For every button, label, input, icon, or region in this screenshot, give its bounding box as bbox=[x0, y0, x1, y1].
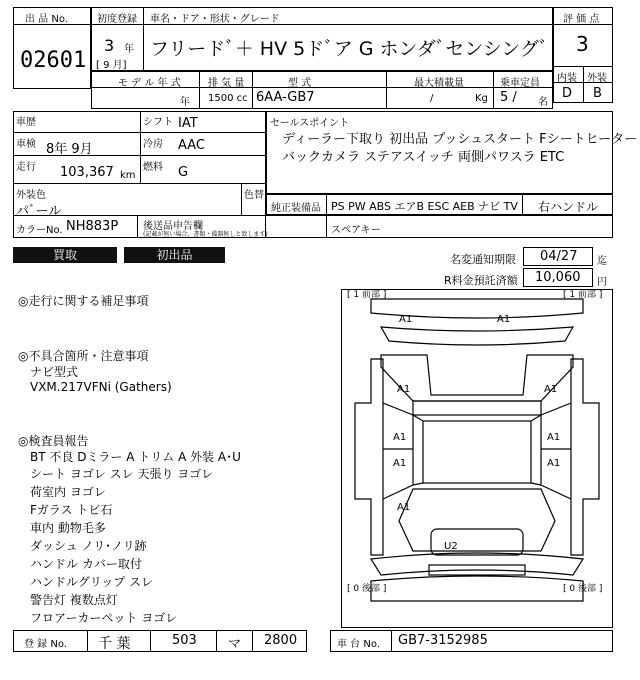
defect-line: VXM.217VFNi (Gathers) bbox=[30, 380, 172, 394]
damage-mark: A1 bbox=[544, 384, 558, 395]
chassis-label: 車 台 No. bbox=[337, 639, 380, 650]
inspector-title: ◎検査員報告 bbox=[18, 434, 89, 448]
capacity-unit: 名 bbox=[538, 97, 548, 108]
model-year-unit: 年 bbox=[180, 97, 190, 108]
aircon-label: 冷房 bbox=[143, 139, 163, 150]
damage-mark: A1 bbox=[497, 314, 511, 325]
aftermarket-label: 後送品申告欄 bbox=[143, 221, 203, 232]
damage-mark: A1 bbox=[393, 458, 407, 469]
rear-window-shape bbox=[399, 489, 555, 551]
recycle-unit: 円 bbox=[597, 277, 607, 288]
name-change-label: 名変通知期限 bbox=[450, 253, 516, 266]
inspector-line: 警告灯 複数点灯 bbox=[30, 593, 118, 607]
mileage-value: 103,367 bbox=[60, 165, 114, 180]
equipment-items: PS PW ABS エアB ESC AEB ナビ TV bbox=[331, 200, 518, 213]
recycle-value: 10,060 bbox=[535, 270, 581, 285]
rear-panel-shape bbox=[371, 553, 583, 575]
registration-class: 503 bbox=[172, 633, 197, 648]
car-name: フリードﾞ＋ HV 5ドﾞア G ホンダﾞセンシングﾞ bbox=[150, 38, 549, 60]
year-unit: 年 bbox=[124, 44, 134, 55]
max-load-label: 最大積載量 bbox=[414, 78, 464, 89]
lot-label: 出 品 No. bbox=[25, 14, 68, 25]
exterior-label: 外装 bbox=[587, 73, 607, 84]
shift-value: IAT bbox=[178, 116, 198, 131]
score-label: 評 価 点 bbox=[563, 14, 600, 25]
defect-line: ナビ型式 bbox=[30, 365, 79, 379]
front-left-label: [ 1 前部 ] bbox=[347, 290, 387, 300]
shift-label: シフト bbox=[143, 117, 173, 128]
inspector-line: 荷室内 ヨゴレ bbox=[30, 485, 106, 499]
inspection-label: 車検 bbox=[16, 139, 36, 150]
displacement-label: 排 気 量 bbox=[208, 78, 245, 89]
damage-mark: A1 bbox=[397, 384, 411, 395]
mileage-unit: km bbox=[120, 170, 136, 181]
sales-points-line1: ディーラー下取り 初出品 プッシュスタート Fシートヒーター bbox=[282, 132, 638, 147]
damage-mark: A1 bbox=[393, 432, 407, 443]
damage-mark: A1 bbox=[397, 502, 411, 513]
first-reg-year: 3 bbox=[104, 36, 115, 55]
registration-number: 2800 bbox=[264, 633, 298, 648]
mileage-label: 走行 bbox=[16, 162, 36, 173]
damage-mark: U2 bbox=[444, 541, 458, 552]
damage-mark: A1 bbox=[547, 458, 561, 469]
rear-left-label: [ 0 後部 ] bbox=[347, 584, 387, 594]
aftermarket-note: (記載が無い場合、書類・備器無しと致します) bbox=[143, 231, 268, 238]
registration-kana: マ bbox=[228, 637, 242, 652]
registration-area: 千 葉 bbox=[98, 636, 131, 652]
rear-bumper-shape bbox=[371, 576, 583, 601]
front-grille-shape bbox=[381, 327, 573, 345]
steering-side: 右ハンドル bbox=[538, 200, 599, 214]
front-right-label: [ 1 前部 ] bbox=[563, 290, 603, 300]
left-side-shape bbox=[355, 359, 383, 555]
car-diagram bbox=[341, 289, 613, 628]
sales-points-label: セールスポイント bbox=[270, 118, 350, 129]
type-label: 型 式 bbox=[288, 78, 312, 89]
history-label: 車歴 bbox=[16, 117, 36, 128]
damage-mark: A1 bbox=[399, 314, 413, 325]
inspector-line: ハンドルグリップ スレ bbox=[30, 575, 154, 589]
sales-points-line2: バックカメラ ステアスイッチ 両側パワスラ ETC bbox=[282, 150, 565, 165]
first-listing-badge: 初出品 bbox=[124, 247, 225, 263]
ext-color-label: 外装色 bbox=[16, 190, 46, 201]
purchase-badge: 買取 bbox=[13, 247, 117, 263]
name-change-value: 04/27 bbox=[540, 249, 578, 264]
interior-label: 内装 bbox=[557, 73, 577, 84]
aircon-value: AAC bbox=[178, 138, 205, 153]
registration-label: 登 録 No. bbox=[24, 639, 67, 650]
car-name-label: 車名・ドア・形状・グレード bbox=[150, 14, 280, 25]
color-change-label: 色替 bbox=[244, 190, 264, 201]
interior-grade: D bbox=[562, 86, 573, 101]
capacity-label: 乗車定員 bbox=[500, 78, 540, 89]
right-door-line bbox=[541, 403, 571, 499]
inspector-line: フロアーカーペット ヨゴレ bbox=[30, 611, 178, 625]
windshield-shape bbox=[413, 401, 541, 415]
chassis-number: GB7-3152985 bbox=[398, 633, 488, 648]
inspector-line: ハンドル カバー取付 bbox=[30, 557, 142, 571]
first-reg-month: [ 9 月] bbox=[96, 60, 127, 71]
right-side-shape bbox=[571, 359, 599, 555]
name-change-unit: 迄 bbox=[597, 256, 607, 267]
fuel-value: G bbox=[178, 165, 189, 180]
capacity: 5 / bbox=[500, 90, 517, 105]
roof-shape bbox=[423, 421, 531, 483]
defects-title: ◎不具合箇所・注意事項 bbox=[18, 349, 149, 363]
exterior-grade: B bbox=[593, 86, 602, 101]
score-value: 3 bbox=[576, 32, 589, 56]
inspection-value: 8年 9月 bbox=[46, 142, 93, 157]
inspector-line: Fガラス トビ石 bbox=[30, 503, 113, 517]
recycle-label: R料金預託済額 bbox=[444, 274, 518, 287]
color-no-label: カラーNo. bbox=[16, 225, 63, 236]
inspector-line: シート ヨゴレ スレ 天張り ヨゴレ bbox=[30, 467, 214, 481]
color-no-value: NH883P bbox=[66, 219, 119, 234]
inspector-line: BT 不良 Dミラー A トリム A 外装 A･U bbox=[30, 450, 241, 464]
fuel-label: 燃料 bbox=[143, 162, 163, 173]
type-value: 6AA-GB7 bbox=[256, 90, 315, 105]
inspector-line: ダッシュ ノリ･ノリ跡 bbox=[30, 539, 147, 553]
model-year-label: モ デ ル 年 式 bbox=[118, 78, 181, 89]
ext-color-value: パﾞール bbox=[16, 204, 62, 219]
driving-notes-title: ◎走行に関する補足事項 bbox=[18, 294, 149, 308]
max-load-unit: Kg bbox=[475, 93, 488, 104]
aftermarket-items: スペアキー bbox=[331, 225, 381, 236]
damage-mark: A1 bbox=[547, 432, 561, 443]
inspector-line: 車内 動物毛多 bbox=[30, 521, 106, 535]
displacement: 1500 cc bbox=[208, 93, 248, 104]
left-door-line bbox=[383, 403, 413, 499]
lot-number: 02601 bbox=[20, 48, 87, 73]
equipment-label: 純正装備品 bbox=[271, 203, 321, 214]
first-reg-label: 初度登録 bbox=[97, 14, 137, 25]
max-load: / bbox=[430, 93, 434, 104]
rear-right-label: [ 0 後部 ] bbox=[563, 584, 603, 594]
